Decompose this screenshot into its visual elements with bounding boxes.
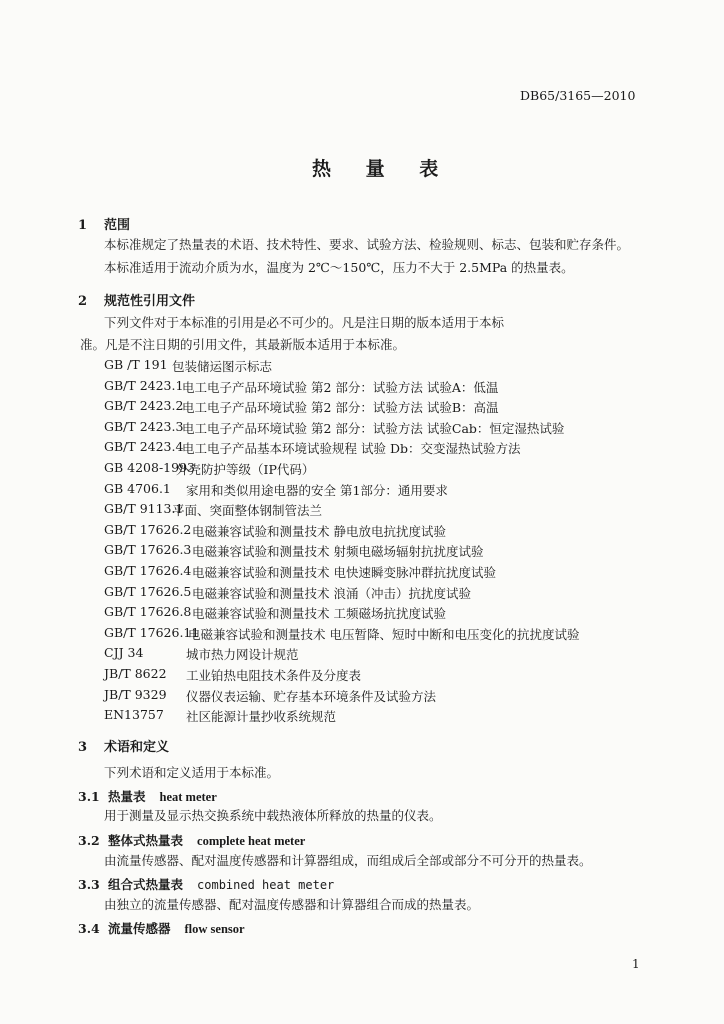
reference-code: JB/T 8622 xyxy=(104,666,167,681)
term-3-2-heading xyxy=(78,830,305,849)
term-3-3-heading xyxy=(78,874,334,893)
section-3-intro: 下列术语和定义适用于本标准。 xyxy=(104,765,280,780)
term-chinese: 整体式热量表 xyxy=(108,833,184,848)
reference-item xyxy=(104,666,664,684)
reference-item xyxy=(104,687,664,705)
reference-item xyxy=(104,481,664,499)
reference-title: 工业铂热电阻技术条件及分度表 xyxy=(186,668,362,683)
term-3-4-heading xyxy=(78,918,245,937)
reference-item xyxy=(104,501,664,519)
reference-item xyxy=(104,707,664,725)
reference-item xyxy=(104,460,664,478)
term-3-1-definition: 用于测量及显示热交换系统中载热液体所释放的热量的仪表。 xyxy=(104,808,442,823)
term-3-3-definition: 由独立的流量传感器、配对温度传感器和计算器组合而成的热量表。 xyxy=(104,897,480,912)
reference-code: GB/T 17626.2 xyxy=(104,521,192,537)
reference-item xyxy=(104,625,664,643)
section-title: 范围 xyxy=(104,218,131,233)
reference-item xyxy=(104,357,664,375)
reference-item xyxy=(104,604,664,622)
term-number: 3.2 xyxy=(78,833,100,848)
reference-title: 电磁兼容试验和测量技术 静电放电抗扰度试验 xyxy=(192,523,446,539)
reference-title: 电磁兼容试验和测量技术 电快速瞬变脉冲群抗扰度试验 xyxy=(192,565,496,580)
reference-title: 电磁兼容试验和测量技术 射频电磁场辐射抗扰度试验 xyxy=(192,544,484,560)
section-number: 2 xyxy=(78,294,88,309)
reference-title: 城市热力网设计规范 xyxy=(186,647,299,663)
reference-item xyxy=(104,439,664,457)
section-1-heading xyxy=(78,214,130,233)
reference-title: 电工电子产品环境试验 第2 部分：试验方法 试验A：低温 xyxy=(182,379,499,395)
section-1-paragraph-1: 本标准规定了热量表的术语、技术特性、要求、试验方法、检验规则、标志、包装和贮存条件。 xyxy=(104,237,630,252)
section-number: 1 xyxy=(78,218,88,233)
reference-item xyxy=(104,419,664,437)
term-chinese: 组合式热量表 xyxy=(108,877,184,892)
reference-title: 电磁兼容试验和测量技术 电压暂降、短时中断和电压变化的抗扰度试验 xyxy=(188,626,580,642)
reference-title: 包装储运图示标志 xyxy=(172,359,273,374)
reference-title: 电工电子产品环境试验 第2 部分：试验方法 试验B：高温 xyxy=(182,400,499,416)
reference-item xyxy=(104,378,664,396)
term-english: flow sensor xyxy=(184,922,245,936)
reference-title: 平面、突面整体钢制管法兰 xyxy=(172,503,323,519)
reference-title: 社区能源计量抄收系统规范 xyxy=(186,709,337,725)
reference-code: GB/T 17626.3 xyxy=(104,542,192,558)
document-code: DB65/3165—2010 xyxy=(520,88,636,103)
reference-title: 电工电子产品环境试验 第2 部分：试验方法 试验Cab：恒定湿热试验 xyxy=(182,420,565,436)
reference-code: GB/T 2423.2 xyxy=(104,398,184,414)
reference-code: GB/T 2423.3 xyxy=(104,418,184,434)
reference-code: GB/T 9113.1 xyxy=(104,501,184,517)
section-number: 3 xyxy=(78,740,88,755)
page-number: 1 xyxy=(632,957,640,971)
reference-code: GB/T 2423.4 xyxy=(104,439,184,455)
reference-title: 电磁兼容试验和测量技术 浪涌（冲击）抗扰度试验 xyxy=(192,585,471,601)
section-title: 术语和定义 xyxy=(104,740,170,755)
term-chinese: 流量传感器 xyxy=(108,921,171,936)
reference-code: GB 4706.1 xyxy=(104,480,171,496)
reference-item xyxy=(104,522,664,540)
reference-code: GB/T 17626.8 xyxy=(104,604,192,620)
reference-code: GB/T 17626.11 xyxy=(104,624,200,640)
term-3-1-heading xyxy=(78,786,217,805)
section-title: 规范性引用文件 xyxy=(104,294,196,309)
reference-code: EN13757 xyxy=(104,707,164,723)
reference-item xyxy=(104,563,664,581)
term-english: complete heat meter xyxy=(197,834,306,848)
reference-title: 家用和类似用途电器的安全 第1部分：通用要求 xyxy=(186,482,448,498)
reference-title: 仪器仪表运输、贮存基本环境条件及试验方法 xyxy=(186,688,437,704)
reference-item xyxy=(104,645,664,663)
term-number: 3.3 xyxy=(78,877,100,892)
term-chinese: 热量表 xyxy=(108,789,146,804)
term-english: combined heat meter xyxy=(197,878,335,892)
reference-code: GB/T 17626.4 xyxy=(104,563,192,578)
reference-code: GB/T 17626.5 xyxy=(104,583,192,599)
section-3-heading xyxy=(78,736,169,755)
reference-title: 电磁兼容试验和测量技术 工频磁场抗扰度试验 xyxy=(192,606,446,622)
term-number: 3.1 xyxy=(78,789,100,804)
reference-code: GB 4208-1993 xyxy=(104,460,195,475)
document-title: 热 量 表 xyxy=(312,158,453,180)
reference-code: GB/T 2423.1 xyxy=(104,377,184,393)
section-2-heading xyxy=(78,290,195,309)
reference-item xyxy=(104,542,664,560)
reference-code: JB/T 9329 xyxy=(104,686,167,702)
reference-title: 外壳防护等级（IP代码） xyxy=(176,462,315,477)
term-3-2-definition: 由流量传感器、配对温度传感器和计算器组成，而组成后全部或部分不可分开的热量表。 xyxy=(104,853,592,868)
section-2-intro-line-1: 下列文件对于本标准的引用是必不可少的。凡是注日期的版本适用于本标 xyxy=(104,315,505,330)
term-english: heat meter xyxy=(159,790,217,804)
reference-title: 电工电子产品基本环境试验规程 试验 Db：交变湿热试验方法 xyxy=(182,441,521,457)
reference-code: CJJ 34 xyxy=(104,645,144,661)
reference-item xyxy=(104,398,664,416)
section-2-intro-line-2: 准。凡是不注日期的引用文件，其最新版本适用于本标准。 xyxy=(80,337,406,352)
section-1-paragraph-2: 本标准适用于流动介质为水，温度为 2℃～150℃，压力不大于 2.5MPa 的热量表。 xyxy=(104,260,574,275)
reference-code: GB /T 191 xyxy=(104,357,168,372)
reference-item xyxy=(104,584,664,602)
term-number: 3.4 xyxy=(78,921,100,936)
